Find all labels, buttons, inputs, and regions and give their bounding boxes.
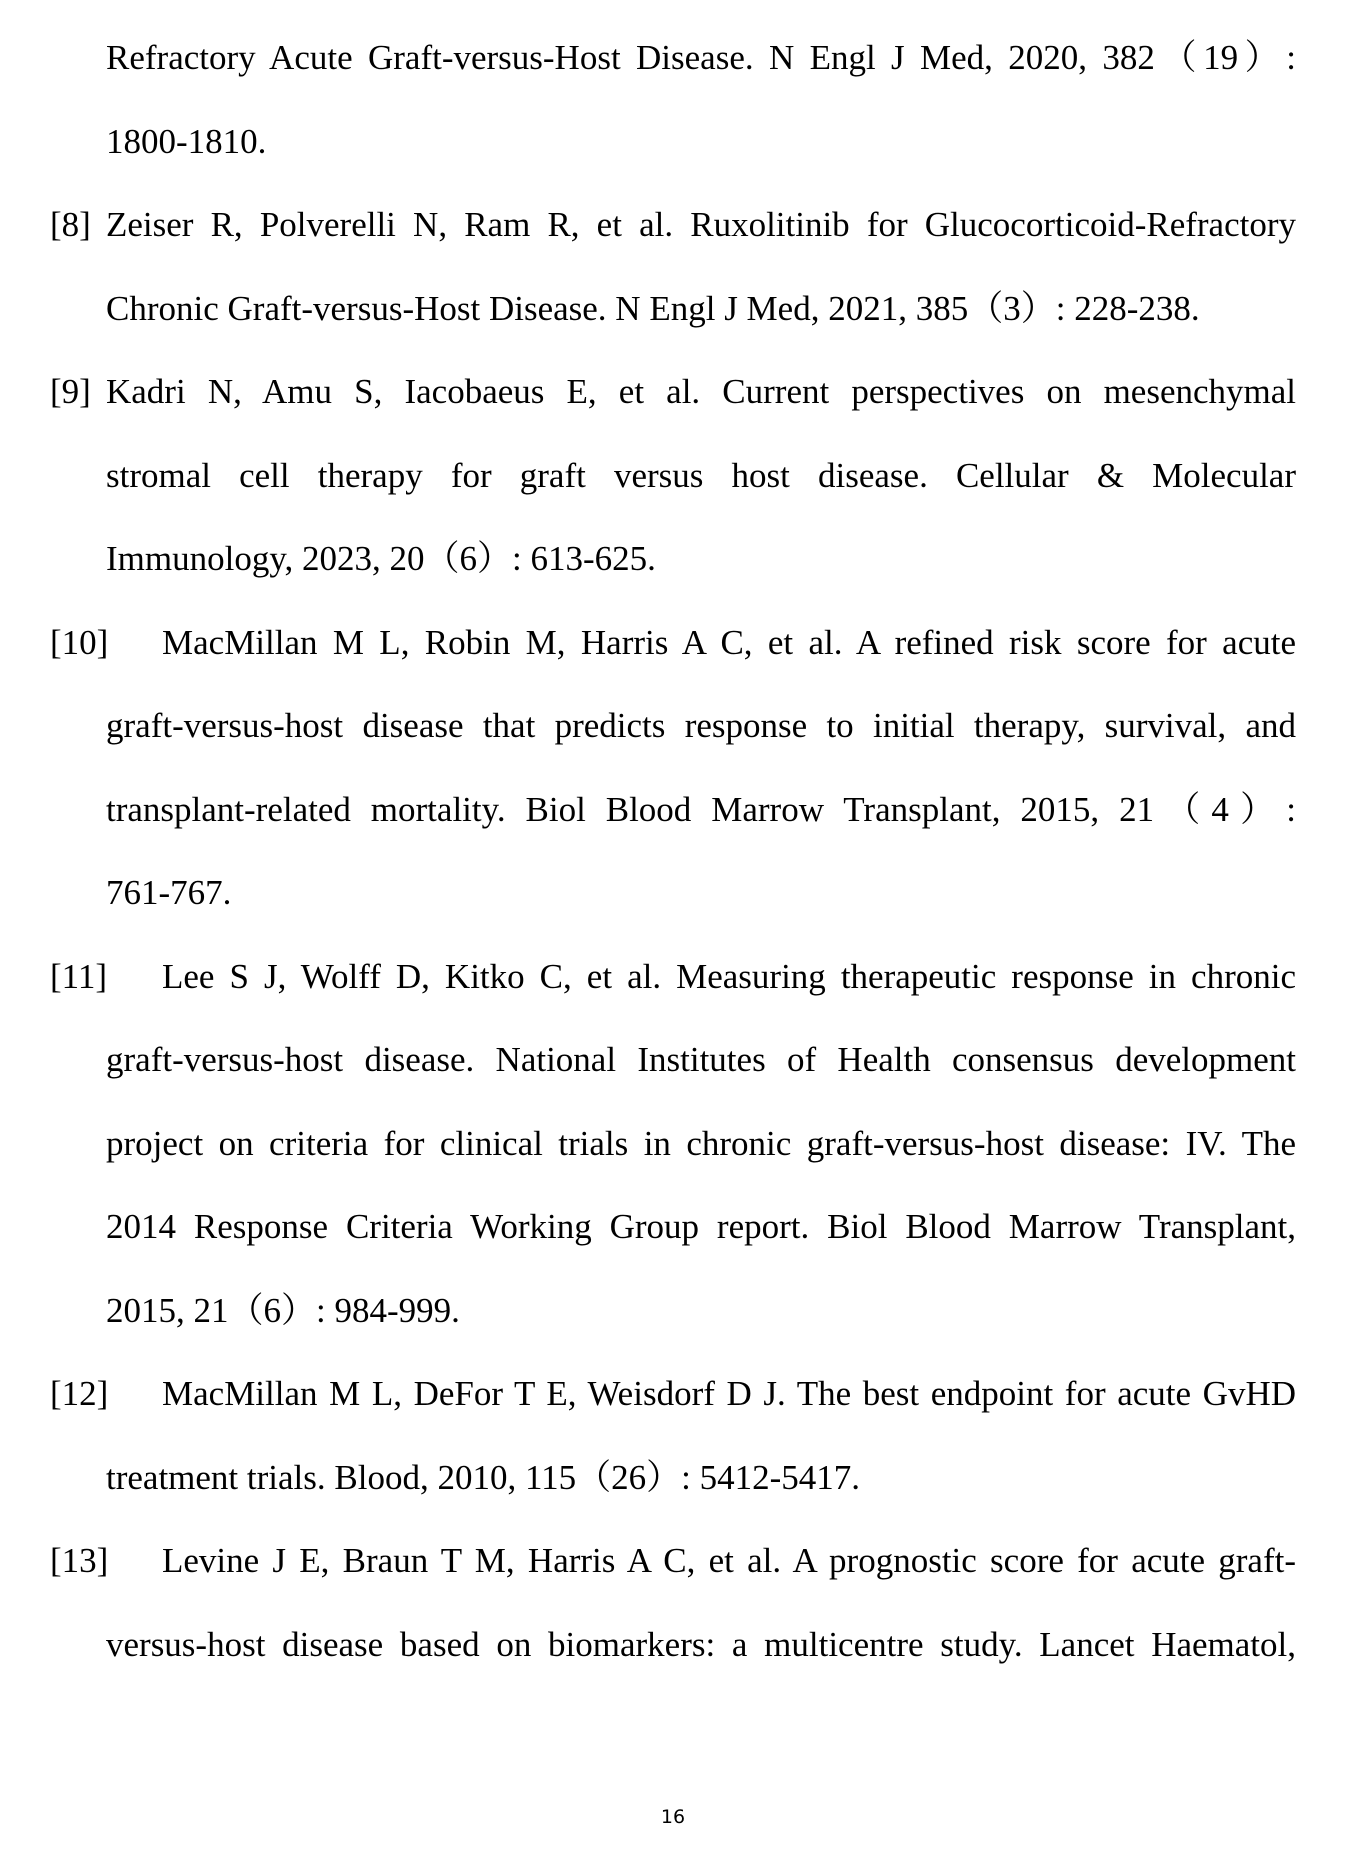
reference-line: stromal cell therapy for graft versus host disease. Cellular & Molecular	[106, 456, 1296, 495]
reference-number: [12]	[50, 1374, 109, 1413]
reference-number: [8]	[50, 205, 91, 244]
reference-line: Kadri N, Amu S, Iacobaeus E, et al. Current perspectives on mesenchymal	[106, 372, 1296, 411]
reference-line: 1800-1810.	[106, 122, 267, 161]
reference-line: versus-host disease based on biomarkers: a multicentre study. Lancet Haematol,	[106, 1625, 1296, 1664]
reference-line: MacMillan M L, Robin M, Harris A C, et al. A refined risk score for acute	[162, 623, 1296, 662]
reference-number: [10]	[50, 623, 109, 662]
reference-line: transplant-related mortality. Biol Blood Marrow Transplant, 2015, 21（4）:	[106, 790, 1296, 829]
reference-number: [9]	[50, 372, 91, 411]
reference-number: [11]	[50, 957, 108, 996]
reference-line: 2015, 21（6）: 984-999.	[106, 1291, 460, 1330]
reference-line: Zeiser R, Polverelli N, Ram R, et al. Ruxolitinib for Glucocorticoid-Refractory	[106, 205, 1296, 244]
reference-line: Levine J E, Braun T M, Harris A C, et al. A prognostic score for acute graft-	[162, 1541, 1296, 1580]
reference-line: Chronic Graft-versus-Host Disease. N Engl J Med, 2021, 385（3）: 228-238.	[106, 289, 1200, 328]
reference-line: 2014 Response Criteria Working Group report. Biol Blood Marrow Transplant,	[106, 1207, 1296, 1246]
reference-line: graft-versus-host disease. National Institutes of Health consensus development	[106, 1040, 1296, 1079]
reference-line: graft-versus-host disease that predicts response to initial therapy, survival, and	[106, 706, 1296, 745]
reference-line: Lee S J, Wolff D, Kitko C, et al. Measuring therapeutic response in chronic	[162, 957, 1296, 996]
reference-line: Refractory Acute Graft-versus-Host Disease. N Engl J Med, 2020, 382（19）:	[106, 38, 1296, 77]
reference-line: MacMillan M L, DeFor T E, Weisdorf D J. The best endpoint for acute GvHD	[162, 1374, 1296, 1413]
reference-line: project on criteria for clinical trials in chronic graft-versus-host disease: IV. The	[106, 1124, 1296, 1163]
reference-line: Immunology, 2023, 20（6）: 613-625.	[106, 539, 656, 578]
reference-line: 761-767.	[106, 873, 232, 912]
page-number: 16	[660, 1806, 686, 1828]
reference-number: [13]	[50, 1541, 109, 1580]
reference-line: treatment trials. Blood, 2010, 115（26）: 5412-5417.	[106, 1458, 861, 1497]
